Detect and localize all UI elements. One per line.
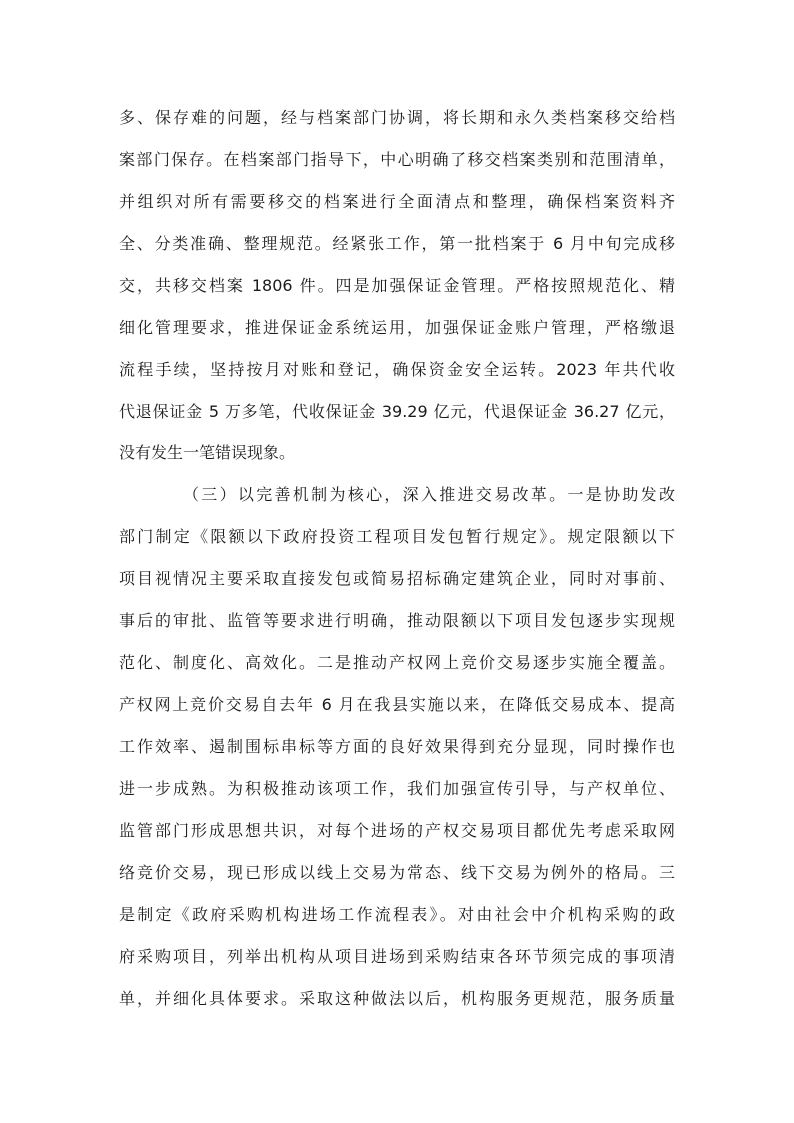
paragraph-line: 全、分类准确、整理规范。经紧张工作，第一批档案于 6 月中旬完成移 (119, 234, 675, 253)
paragraph-line: 多、保存难的问题，经与档案部门协调，将长期和永久类档案移交给档 (119, 108, 675, 127)
paragraph-line: 流程手续，坚持按月对账和登记，确保资金安全运转。2023 年共代收 (119, 360, 675, 379)
paragraph-line: 事后的审批、监管等要求进行明确，推动限额以下项目发包逐步实现规 (119, 611, 675, 630)
paragraph-line: 监管部门形成思想共识，对每个进场的产权交易项目都优先考虑采取网 (119, 821, 675, 840)
paragraph-line: 进一步成熟。为积极推动该项工作，我们加强宣传引导，与产权单位、 (119, 779, 675, 798)
paragraph-line: 代退保证金 5 万多笔，代收保证金 39.29 亿元，代退保证金 36.27 亿元， (119, 402, 675, 421)
paragraph-line: 单，并细化具体要求。采取这种做法以后，机构服务更规范，服务质量 (119, 989, 675, 1008)
paragraph-line: 案部门保存。在档案部门指导下，中心明确了移交档案类别和范围清单， (119, 150, 675, 169)
paragraph-line: 项目视情况主要采取直接发包或简易招标确定建筑企业，同时对事前、 (119, 569, 675, 588)
paragraph-line: 部门制定《限额以下政府投资工程项目发包暂行规定》。规定限额以下 (119, 527, 675, 546)
paragraph-line: 细化管理要求，推进保证金系统运用，加强保证金账户管理，严格缴退 (119, 318, 675, 337)
paragraph-line: 府采购项目，列举出机构从项目进场到采购结束各环节须完成的事项清 (119, 947, 675, 966)
paragraph-line: 络竞价交易，现已形成以线上交易为常态、线下交易为例外的格局。三 (119, 863, 675, 882)
paragraph-line: 是制定《政府采购机构进场工作流程表》。对由社会中介机构采购的政 (119, 905, 675, 924)
paragraph-line: 产权网上竞价交易自去年 6 月在我县实施以来，在降低交易成本、提高 (119, 695, 675, 714)
paragraph-line: 交，共移交档案 1806 件。四是加强保证金管理。严格按照规范化、精 (119, 276, 675, 295)
paragraph-line: 没有发生一笔错误现象。 (119, 443, 296, 462)
paragraph-line: 工作效率、遏制围标串标等方面的良好效果得到充分显现，同时操作也 (119, 737, 675, 756)
paragraph-line: 并组织对所有需要移交的档案进行全面清点和整理，确保档案资料齐 (119, 192, 675, 211)
paragraph-line: 范化、制度化、高效化。二是推动产权网上竞价交易逐步实施全覆盖。 (119, 653, 675, 672)
section-heading-line: （三）以完善机制为核心，深入推进交易改革。一是协助发改 (183, 485, 675, 504)
